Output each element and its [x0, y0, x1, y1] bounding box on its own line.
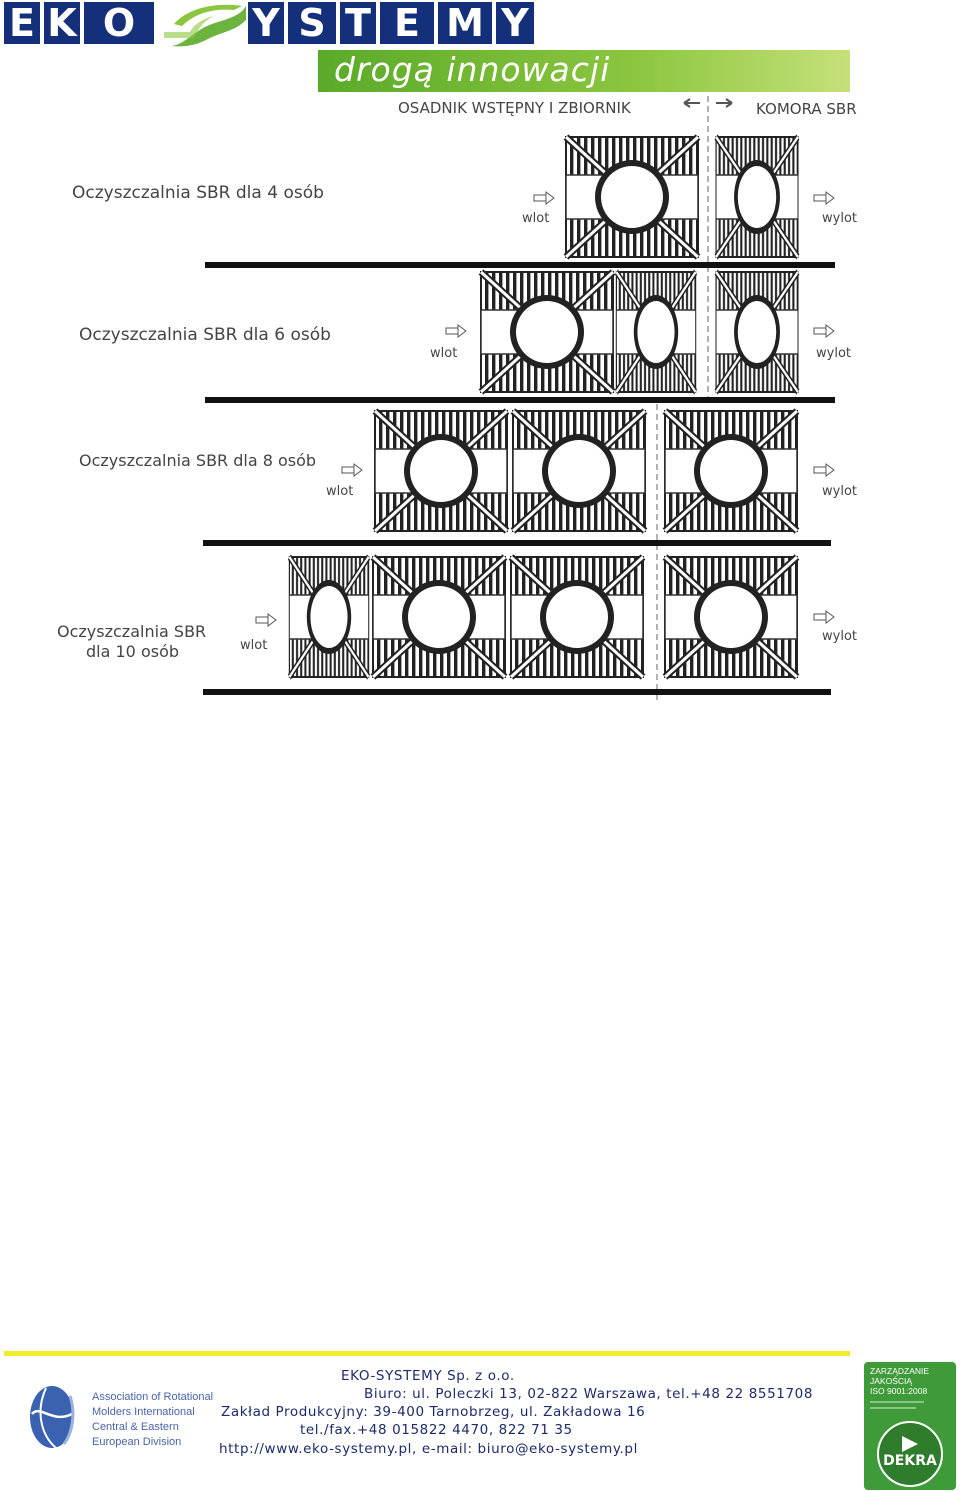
ground-line — [205, 262, 835, 268]
logo-letter-k: K — [44, 2, 80, 44]
tank — [375, 411, 507, 531]
iso-certificate-badge — [864, 1362, 956, 1490]
inlet-arrow-icon — [534, 192, 554, 204]
association-line: European Division — [92, 1436, 182, 1448]
outlet-arrow-icon — [814, 192, 834, 204]
row-label: Oczyszczalnia SBR dla 4 osób — [72, 183, 324, 203]
tank — [373, 557, 505, 677]
row-label: Oczyszczalnia SBR dla 8 osób — [79, 451, 317, 470]
footer-office: Biuro: ul. Poleczki 13, 02-822 Warszawa, tel.+48 22 8551708 — [364, 1386, 814, 1402]
row-label-line2: dla 10 osób — [86, 642, 180, 661]
ground-line — [205, 397, 835, 403]
logo-letter-m: M — [438, 2, 492, 44]
globe-icon — [30, 1386, 74, 1448]
row-10-persons — [57, 557, 857, 695]
cert-line: ZARZĄDZANIE — [870, 1366, 930, 1376]
outlet-arrow-icon — [814, 325, 834, 337]
logo-letter-y: Y — [248, 2, 284, 44]
inlet-label: wlot — [326, 484, 354, 499]
logo-letter-y2: Y — [496, 2, 534, 44]
sbr-layout-diagram — [0, 90, 960, 710]
outlet-label: wylot — [822, 629, 857, 644]
outlet-arrow-icon — [814, 611, 834, 623]
inlet-label: wlot — [430, 346, 458, 361]
slogan-banner — [318, 50, 850, 92]
inlet-arrow-icon — [342, 464, 362, 476]
association-line: Central & Eastern — [92, 1421, 179, 1433]
logo-letter-e2: E — [380, 2, 434, 44]
logo-letter-s: S — [288, 2, 336, 44]
label-settling-tank: OSADNIK WSTĘPNY I ZBIORNIK — [398, 99, 631, 117]
inlet-label: wlot — [522, 211, 550, 226]
row-4-persons — [72, 137, 857, 268]
row-6-persons — [79, 272, 851, 403]
footer-plant: Zakład Produkcyjny: 39-400 Tarnobrzeg, ul. Zakładowa 16 — [221, 1404, 646, 1420]
inlet-arrow-icon — [446, 325, 466, 337]
tank — [289, 557, 368, 677]
logo-letter-t: T — [340, 2, 376, 44]
tank — [665, 411, 797, 531]
tank — [481, 272, 613, 392]
slogan-text: drogą innowacji — [334, 50, 611, 89]
footer-company: EKO-SYSTEMY Sp. z o.o. — [341, 1368, 515, 1384]
association-line: Molders International — [92, 1406, 195, 1418]
tank — [665, 557, 797, 677]
tank — [513, 411, 645, 531]
tank — [511, 557, 643, 677]
logo-letter-o: O — [84, 2, 154, 44]
label-sbr-chamber: KOMORA SBR — [756, 100, 857, 118]
tank — [566, 137, 698, 257]
tank — [616, 272, 695, 392]
inlet-label: wlot — [240, 638, 268, 653]
footer-divider — [4, 1351, 850, 1356]
inlet-arrow-icon — [256, 614, 276, 626]
company-logo — [4, 2, 850, 92]
ground-line — [203, 689, 831, 695]
row-label: Oczyszczalnia SBR dla 6 osób — [79, 325, 331, 345]
row-8-persons — [79, 411, 857, 546]
footer-phone: tel./fax.+48 015822 4470, 822 71 35 — [300, 1422, 573, 1438]
tank — [716, 272, 798, 392]
cert-line: ISO 9001:2008 — [870, 1386, 928, 1396]
outlet-label: wylot — [816, 346, 851, 361]
logo-swoosh-icon — [164, 2, 246, 47]
cert-brand: DEKRA — [883, 1453, 937, 1469]
arm-association-logo — [26, 1384, 216, 1454]
row-label: Oczyszczalnia SBR — [57, 622, 207, 641]
ground-line — [203, 540, 831, 546]
outlet-label: wylot — [822, 484, 857, 499]
logo-letter-e: E — [4, 2, 40, 44]
footer-web: http://www.eko-systemy.pl, e-mail: biuro@eko-systemy.pl — [219, 1441, 638, 1457]
cert-line: JAKOŚCIĄ — [870, 1376, 913, 1386]
outlet-arrow-icon — [814, 464, 834, 476]
outlet-label: wylot — [822, 211, 857, 226]
tank — [716, 137, 798, 257]
association-line: Association of Rotational — [92, 1391, 214, 1403]
